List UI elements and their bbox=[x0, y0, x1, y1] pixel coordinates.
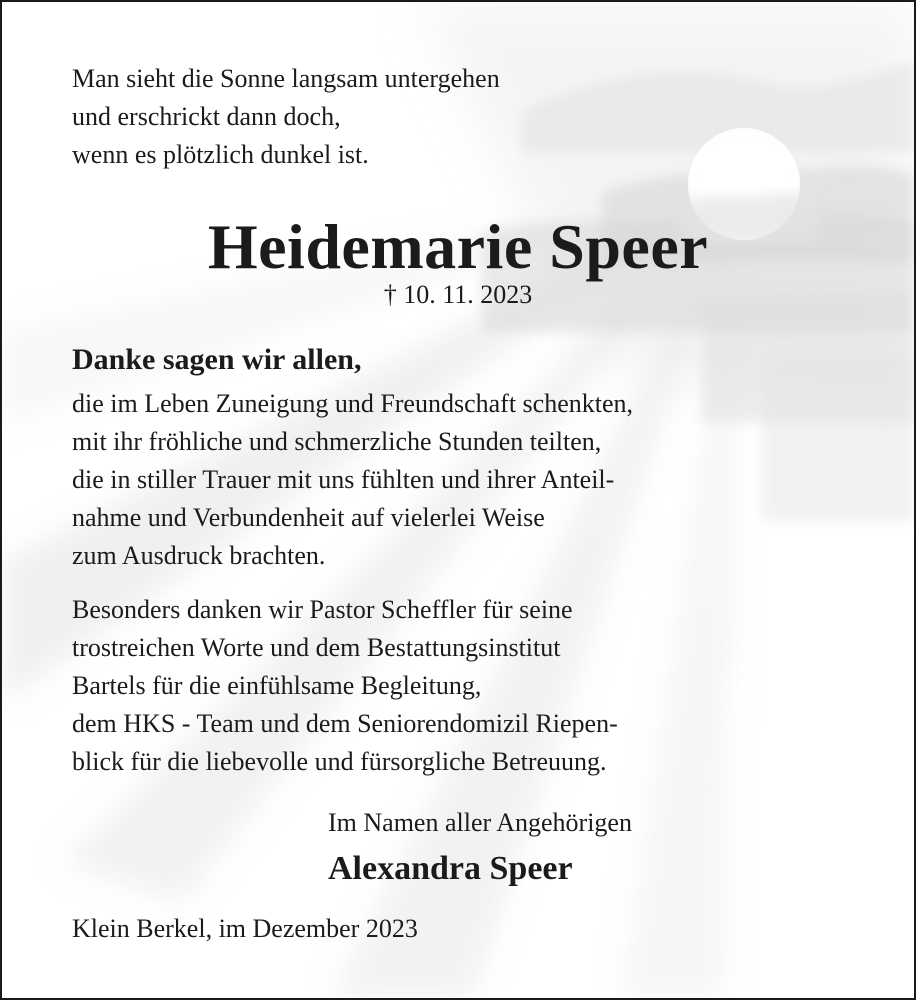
motto-line: Man sieht die Sonne langsam untergehen bbox=[72, 64, 500, 93]
paragraph-line: die im Leben Zuneigung und Freundschaft schenkten, bbox=[72, 389, 634, 418]
signature-intro: Im Namen aller Angehörigen bbox=[328, 808, 632, 837]
motto-line: und erschrickt dann doch, bbox=[72, 102, 341, 131]
paragraph-line: trostreichen Worte und dem Bestattungsinstitut bbox=[72, 633, 561, 662]
paragraph-line: dem HKS - Team und dem Seniorendomizil Riepen- bbox=[72, 709, 618, 738]
motto-line: wenn es plötzlich dunkel ist. bbox=[72, 140, 369, 169]
paragraph-line: Besonders danken wir Pastor Scheffler für seine bbox=[72, 595, 573, 624]
paragraph-line: blick für die liebevolle und fürsorgliche Betreuung. bbox=[72, 747, 607, 776]
thanks-paragraph-1 bbox=[72, 385, 633, 575]
thanks-paragraph-2 bbox=[72, 591, 618, 781]
paragraph-line: nahme und Verbundenheit auf vielerlei Weise bbox=[72, 503, 545, 532]
paragraph-line: Bartels für die einfühlsame Begleitung, bbox=[72, 671, 482, 700]
motto-poem bbox=[72, 60, 500, 174]
place-and-date: Klein Berkel, im Dezember 2023 bbox=[72, 914, 418, 943]
signature-name: Alexandra Speer bbox=[328, 850, 573, 887]
paragraph-line: die in stiller Trauer mit uns fühlten und ihrer Anteil- bbox=[72, 465, 615, 494]
thanks-heading: Danke sagen wir allen, bbox=[72, 343, 362, 376]
death-date: † 10. 11. 2023 bbox=[383, 280, 533, 309]
paragraph-line: mit ihr fröhliche und schmerzliche Stunden teilten, bbox=[72, 427, 602, 456]
deceased-name: Heidemarie Speer bbox=[207, 211, 709, 282]
paragraph-line: zum Ausdruck brachten. bbox=[72, 541, 326, 570]
